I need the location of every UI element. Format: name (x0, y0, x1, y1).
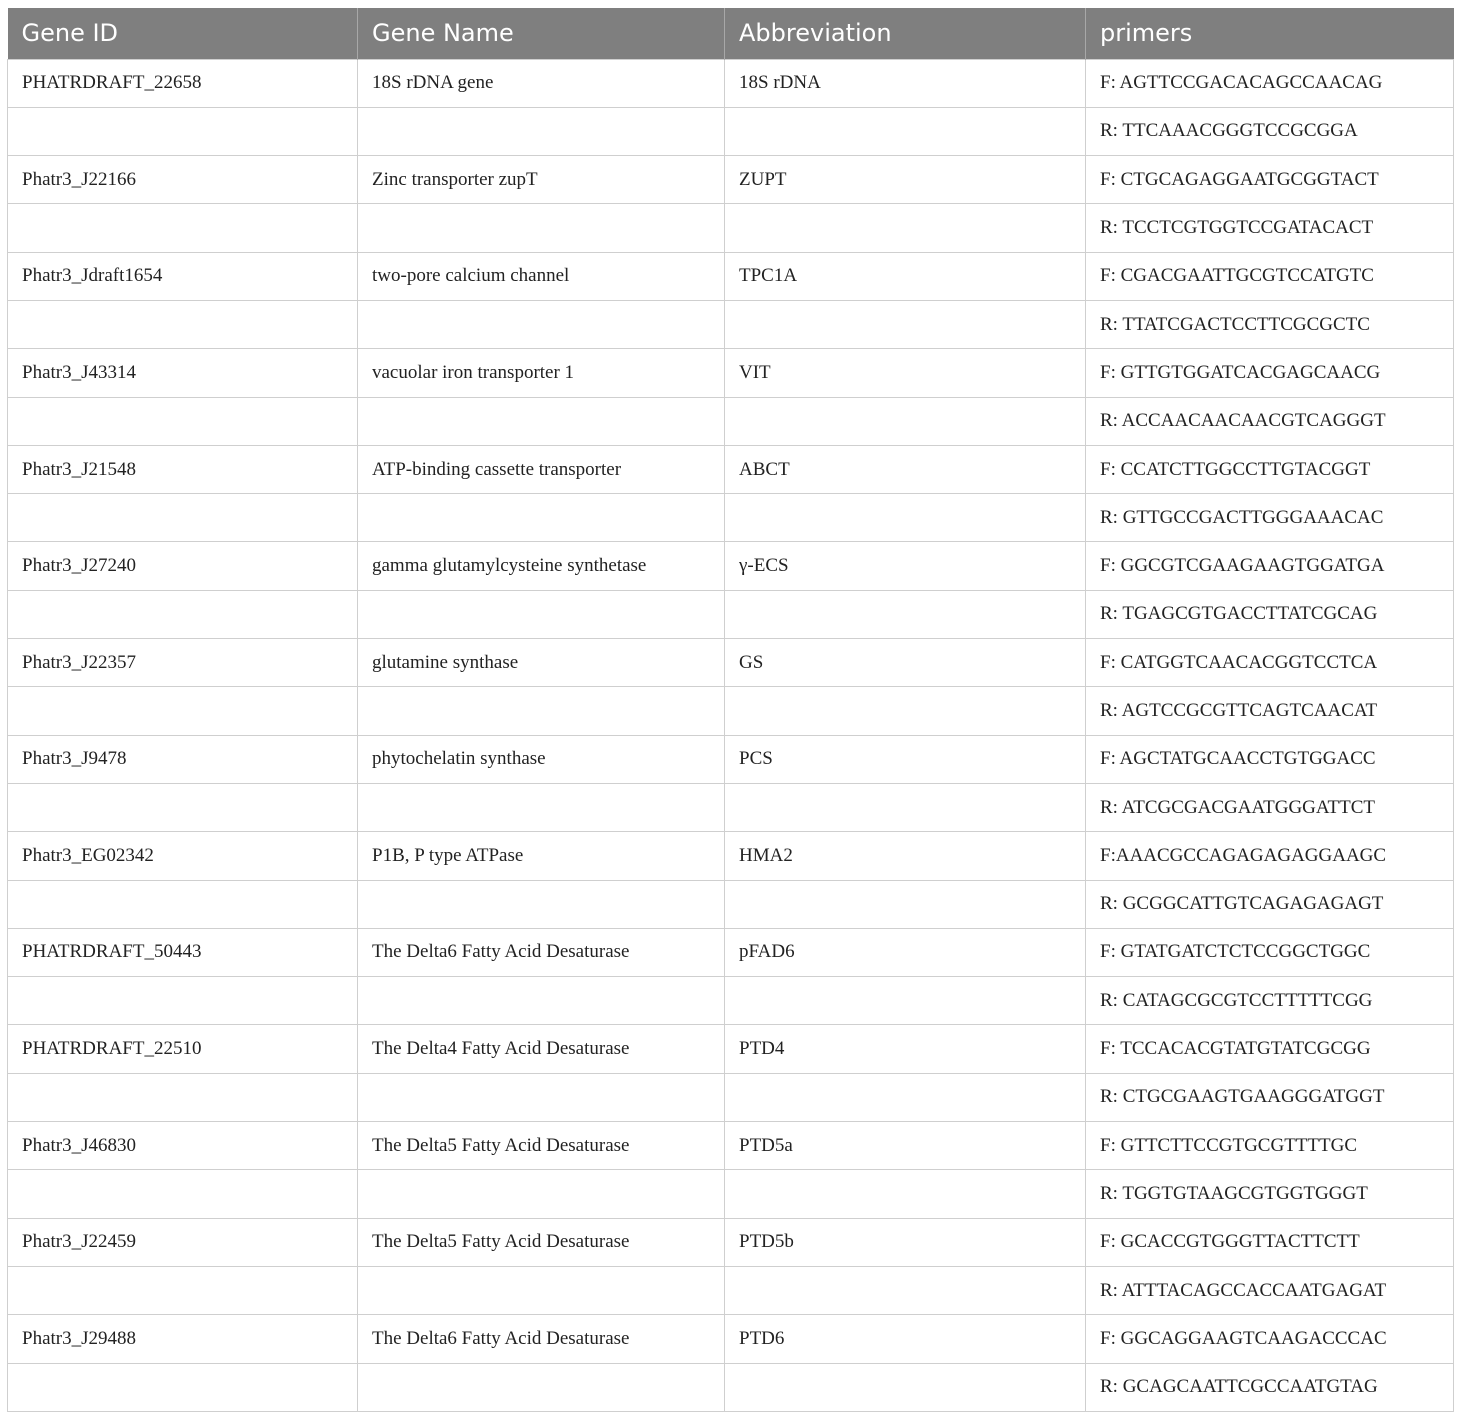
cell-abbreviation (725, 880, 1086, 928)
cell-gene-id: PHATRDRAFT_50443 (8, 928, 358, 976)
cell-primer: F:AAACGCCAGAGAGAGGAAGC (1086, 832, 1454, 880)
cell-primer: R: ACCAACAACAACGTCAGGGT (1086, 397, 1454, 445)
cell-gene-name: 18S rDNA gene (358, 59, 725, 107)
cell-primer: R: CTGCGAAGTGAAGGGATGGT (1086, 1073, 1454, 1121)
cell-primer: R: ATCGCGACGAATGGGATTCT (1086, 783, 1454, 831)
cell-primer: R: GCGGCATTGTCAGAGAGAGT (1086, 880, 1454, 928)
cell-primer: R: TCCTCGTGGTCCGATACACT (1086, 204, 1454, 252)
cell-gene-id (8, 880, 358, 928)
cell-abbreviation: ZUPT (725, 156, 1086, 204)
table-row (8, 397, 1454, 445)
cell-abbreviation: HMA2 (725, 832, 1086, 880)
cell-abbreviation (725, 397, 1086, 445)
cell-gene-name: vacuolar iron transporter 1 (358, 349, 725, 397)
cell-abbreviation: PTD5b (725, 1218, 1086, 1266)
cell-gene-name: two-pore calcium channel (358, 252, 725, 300)
cell-gene-name: Zinc transporter zupT (358, 156, 725, 204)
cell-gene-id (8, 494, 358, 542)
table-row (8, 300, 1454, 348)
cell-gene-id: Phatr3_J27240 (8, 542, 358, 590)
primer-table (7, 8, 1454, 1412)
cell-primer: F: GGCGTCGAAGAAGTGGATGA (1086, 542, 1454, 590)
table-row (8, 204, 1454, 252)
cell-gene-id: Phatr3_Jdraft1654 (8, 252, 358, 300)
cell-gene-name (358, 880, 725, 928)
cell-primer: F: CTGCAGAGGAATGCGGTACT (1086, 156, 1454, 204)
cell-gene-name: The Delta4 Fatty Acid Desaturase (358, 1025, 725, 1073)
cell-gene-name: phytochelatin synthase (358, 735, 725, 783)
cell-gene-id (8, 204, 358, 252)
cell-gene-id: Phatr3_J46830 (8, 1122, 358, 1170)
header-primers: primers (1086, 8, 1454, 59)
cell-gene-name (358, 977, 725, 1025)
table-row (8, 1266, 1454, 1314)
cell-gene-id (8, 783, 358, 831)
cell-abbreviation (725, 1266, 1086, 1314)
cell-primer: R: GTTGCCGACTTGGGAAACAC (1086, 494, 1454, 542)
cell-abbreviation: ABCT (725, 445, 1086, 493)
table-row (8, 1170, 1454, 1218)
table-row (8, 880, 1454, 928)
header-row (8, 8, 1454, 59)
cell-abbreviation: PTD5a (725, 1122, 1086, 1170)
cell-gene-name (358, 204, 725, 252)
cell-primer: R: AGTCCGCGTTCAGTCAACAT (1086, 687, 1454, 735)
cell-primer: R: TGAGCGTGACCTTATCGCAG (1086, 590, 1454, 638)
cell-abbreviation (725, 1170, 1086, 1218)
cell-gene-name (358, 107, 725, 155)
cell-abbreviation: pFAD6 (725, 928, 1086, 976)
table-row (8, 590, 1454, 638)
cell-gene-name: P1B, P type ATPase (358, 832, 725, 880)
cell-gene-id (8, 1266, 358, 1314)
cell-gene-name (358, 494, 725, 542)
cell-gene-id: PHATRDRAFT_22510 (8, 1025, 358, 1073)
cell-gene-name (358, 1363, 725, 1411)
cell-primer: F: TCCACACGTATGTATCGCGG (1086, 1025, 1454, 1073)
table-row (8, 107, 1454, 155)
cell-abbreviation (725, 1073, 1086, 1121)
cell-gene-id (8, 397, 358, 445)
cell-gene-name (358, 590, 725, 638)
table-row (8, 928, 1454, 976)
cell-abbreviation: GS (725, 639, 1086, 687)
cell-primer: F: CATGGTCAACACGGTCCTCA (1086, 639, 1454, 687)
table-row (8, 1122, 1454, 1170)
cell-gene-id: Phatr3_J9478 (8, 735, 358, 783)
cell-primer: R: TTATCGACTCCTTCGCGCTC (1086, 300, 1454, 348)
table-row (8, 445, 1454, 493)
cell-gene-id: Phatr3_J22166 (8, 156, 358, 204)
cell-primer: R: TGGTGTAAGCGTGGTGGGT (1086, 1170, 1454, 1218)
cell-primer: F: GCACCGTGGGTTACTTCTT (1086, 1218, 1454, 1266)
cell-gene-id (8, 1073, 358, 1121)
cell-gene-id (8, 1363, 358, 1411)
cell-primer: R: GCAGCAATTCGCCAATGTAG (1086, 1363, 1454, 1411)
table-row (8, 59, 1454, 107)
cell-gene-id (8, 977, 358, 1025)
header-gene-name: Gene Name (358, 8, 725, 59)
cell-primer: R: ATTTACAGCCACCAATGAGAT (1086, 1266, 1454, 1314)
cell-primer: F: GTATGATCTCTCCGGCTGGC (1086, 928, 1454, 976)
cell-gene-name (358, 687, 725, 735)
cell-abbreviation: PTD6 (725, 1315, 1086, 1363)
table-row (8, 783, 1454, 831)
cell-abbreviation: PTD4 (725, 1025, 1086, 1073)
cell-gene-id (8, 590, 358, 638)
table-row (8, 1218, 1454, 1266)
table-row (8, 1363, 1454, 1411)
cell-primer: F: GTTGTGGATCACGAGCAACG (1086, 349, 1454, 397)
table-row (8, 735, 1454, 783)
cell-primer: F: AGTTCCGACACAGCCAACAG (1086, 59, 1454, 107)
table-row (8, 542, 1454, 590)
cell-abbreviation (725, 300, 1086, 348)
cell-abbreviation (725, 494, 1086, 542)
table-header (8, 8, 1454, 59)
cell-gene-name (358, 1170, 725, 1218)
cell-gene-name (358, 1266, 725, 1314)
cell-gene-id (8, 300, 358, 348)
cell-primer: F: GTTCTTCCGTGCGTTTTGC (1086, 1122, 1454, 1170)
cell-gene-name (358, 397, 725, 445)
cell-abbreviation: 18S rDNA (725, 59, 1086, 107)
cell-primer: R: CATAGCGCGTCCTTTTTCGG (1086, 977, 1454, 1025)
cell-gene-id (8, 1170, 358, 1218)
cell-abbreviation: PCS (725, 735, 1086, 783)
table-row (8, 349, 1454, 397)
cell-primer: R: TTCAAACGGGTCCGCGGA (1086, 107, 1454, 155)
cell-gene-name: glutamine synthase (358, 639, 725, 687)
table-row (8, 156, 1454, 204)
table-row (8, 1025, 1454, 1073)
cell-gene-id: PHATRDRAFT_22658 (8, 59, 358, 107)
cell-gene-id: Phatr3_EG02342 (8, 832, 358, 880)
table-row (8, 1315, 1454, 1363)
table-body (8, 59, 1454, 1411)
cell-abbreviation (725, 687, 1086, 735)
primer-table-container (7, 8, 1453, 1412)
cell-abbreviation (725, 1363, 1086, 1411)
cell-gene-id (8, 687, 358, 735)
table-row (8, 252, 1454, 300)
cell-gene-name: The Delta5 Fatty Acid Desaturase (358, 1122, 725, 1170)
table-row (8, 1073, 1454, 1121)
cell-gene-id (8, 107, 358, 155)
header-gene-id: Gene ID (21, 19, 119, 48)
cell-gene-name (358, 783, 725, 831)
cell-primer: F: CGACGAATTGCGTCCATGTC (1086, 252, 1454, 300)
cell-gene-name (358, 1073, 725, 1121)
cell-gene-id: Phatr3_J22357 (8, 639, 358, 687)
table-row (8, 494, 1454, 542)
cell-gene-id: Phatr3_J29488 (8, 1315, 358, 1363)
cell-primer: F: AGCTATGCAACCTGTGGACC (1086, 735, 1454, 783)
cell-gene-name: The Delta6 Fatty Acid Desaturase (358, 928, 725, 976)
cell-gene-name: The Delta6 Fatty Acid Desaturase (358, 1315, 725, 1363)
cell-abbreviation: VIT (725, 349, 1086, 397)
cell-primer: F: GGCAGGAAGTCAAGACCCAC (1086, 1315, 1454, 1363)
cell-abbreviation: γ-ECS (725, 542, 1086, 590)
cell-gene-name (358, 300, 725, 348)
table-row (8, 832, 1454, 880)
table-row (8, 977, 1454, 1025)
cell-abbreviation (725, 977, 1086, 1025)
cell-gene-id: Phatr3_J22459 (8, 1218, 358, 1266)
header-abbreviation: Abbreviation (725, 8, 1086, 59)
cell-gene-name: gamma glutamylcysteine synthetase (358, 542, 725, 590)
cell-abbreviation: TPC1A (725, 252, 1086, 300)
cell-gene-id: Phatr3_J43314 (8, 349, 358, 397)
table-row (8, 639, 1454, 687)
cell-abbreviation (725, 590, 1086, 638)
cell-abbreviation (725, 107, 1086, 155)
cell-gene-name: The Delta5 Fatty Acid Desaturase (358, 1218, 725, 1266)
cell-abbreviation (725, 783, 1086, 831)
cell-gene-name: ATP-binding cassette transporter (358, 445, 725, 493)
cell-primer: F: CCATCTTGGCCTTGTACGGT (1086, 445, 1454, 493)
cell-abbreviation (725, 204, 1086, 252)
table-row (8, 687, 1454, 735)
cell-gene-id: Phatr3_J21548 (8, 445, 358, 493)
